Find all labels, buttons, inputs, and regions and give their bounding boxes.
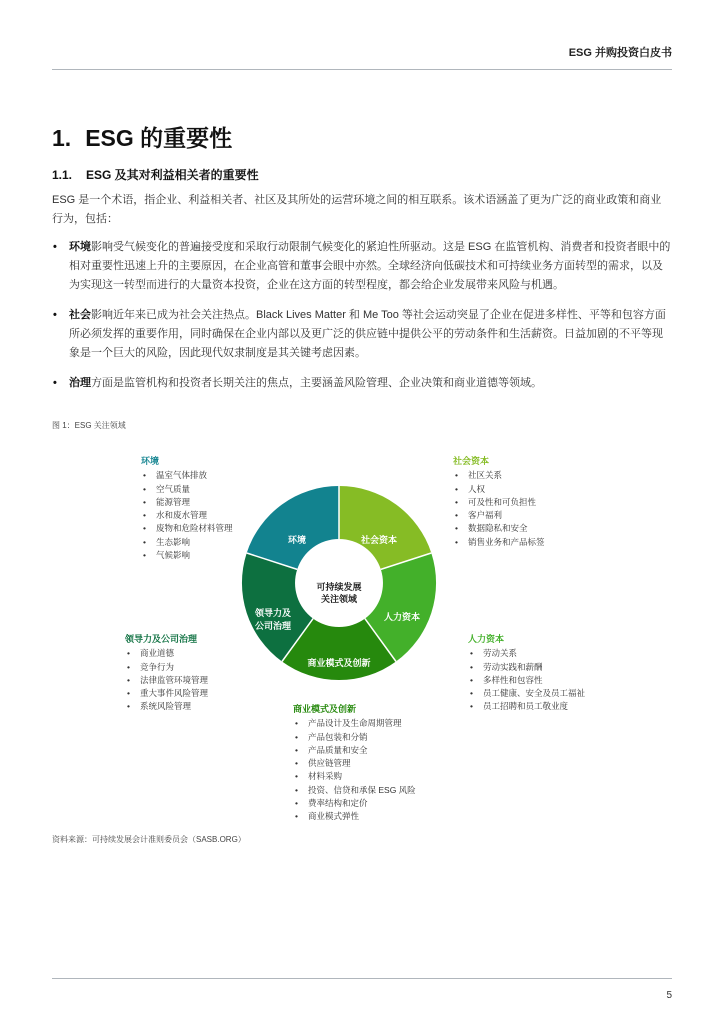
bullet-dot-icon: • — [143, 523, 146, 534]
bullet-dot-icon: • — [295, 731, 298, 742]
subsection-title: ESG 及其对利益相关者的重要性 — [86, 168, 259, 182]
bullet-dot-icon: • — [127, 648, 130, 659]
category-item — [125, 687, 208, 700]
bullet-dot-icon: • — [295, 784, 298, 795]
footer-divider — [52, 978, 672, 979]
category-title: 领导力及公司治理 — [125, 634, 198, 644]
category-item — [453, 522, 545, 535]
category-item — [293, 797, 416, 810]
category-item-text: 法律监管环境管理 — [140, 674, 209, 685]
category-item-text: 产品设计及生命周期管理 — [308, 718, 402, 729]
bullet-bold-term: 环境 — [69, 241, 91, 253]
category-item-text: 费率结构和定价 — [308, 798, 368, 809]
bullet-dot-icon: • — [470, 688, 473, 699]
category-item-text: 产品质量和安全 — [308, 744, 368, 755]
category-item — [293, 757, 416, 770]
bullet-dot-icon: • — [295, 771, 298, 782]
bullet-dot-icon: • — [455, 536, 458, 547]
category-item-text: 系统风险管理 — [140, 701, 192, 712]
header-title: ESG 并购投资白皮书 — [568, 47, 672, 59]
subsection-number: 1.1. — [52, 168, 73, 182]
category-item — [293, 717, 416, 730]
category-item-text: 客户福利 — [468, 510, 503, 521]
category-item — [293, 784, 416, 797]
category-items — [141, 469, 233, 562]
category-item — [125, 661, 208, 674]
category-item-text: 多样性和包容性 — [483, 674, 543, 685]
section-title: ESG 的重要性 — [85, 125, 233, 151]
category-human-capital — [468, 633, 585, 714]
category-item-text: 投资、信贷和承保 ESG 风险 — [308, 784, 416, 795]
category-title: 人力资本 — [468, 634, 505, 644]
category-item — [468, 674, 585, 687]
bullet-dot-icon: • — [143, 536, 146, 547]
bullet-bold-term: 治理 — [69, 377, 91, 389]
intro-paragraph: ESG 是一个术语，指企业、利益相关者、社区及其所处的运营环境之间的相互联系。该术语涵盖了更为广泛的商业政策和商业行为，包括： — [52, 194, 662, 225]
category-item-text: 人权 — [468, 483, 486, 494]
category-item-text: 重大事件风险管理 — [140, 688, 209, 699]
bullet-dot-icon: • — [295, 811, 298, 822]
category-item — [141, 469, 233, 482]
category-item-text: 产品包装和分销 — [308, 731, 368, 742]
category-item — [125, 674, 208, 687]
category-item-text: 社区关系 — [468, 470, 503, 481]
bullet-dot-icon: • — [127, 674, 130, 685]
category-item — [453, 536, 545, 549]
bullet-text: 影响受气候变化的普遍接受度和采取行动限制气候变化的紧迫性所驱动。这是 ESG 在监管机构、消费者和投资者眼中的相对重要性迅速上升的主要原因，在企业高管和董事会眼中亦然。全球经济向低碳技术和可持续业务方面转型的需求，以及为实现这一转型而进行的大量资本投资，企业在这方面的转型程度，都会给企业发展带来风险与机遇。 — [69, 241, 671, 291]
category-item-text: 气候影响 — [156, 550, 191, 561]
category-title: 商业模式及创新 — [293, 704, 357, 714]
category-item — [141, 536, 233, 549]
category-environment — [141, 455, 233, 562]
bullet-dot-icon: • — [127, 688, 130, 699]
category-item — [453, 483, 545, 496]
center-label-line2: 关注领域 — [320, 594, 358, 604]
section-number: 1. — [52, 125, 72, 151]
bullet-dot-icon: • — [455, 510, 458, 521]
category-item — [293, 770, 416, 783]
category-item — [468, 647, 585, 660]
category-item-text: 材料采购 — [308, 771, 343, 782]
bullet-dot-icon: • — [470, 701, 473, 712]
bullet-dot-icon: • — [295, 798, 298, 809]
category-items — [125, 647, 208, 713]
source-note: 资料来源：可持续发展会计准则委员会（SASB.ORG） — [52, 835, 246, 844]
category-item — [141, 483, 233, 496]
category-item — [453, 496, 545, 509]
category-item-text: 温室气体排放 — [156, 470, 208, 481]
category-item-text: 销售业务和产品标签 — [468, 536, 545, 547]
category-item-text: 水和废水管理 — [156, 510, 208, 521]
category-item-text: 劳动实践和薪酬 — [483, 661, 543, 672]
bullet-dot-icon: • — [455, 470, 458, 481]
category-items — [453, 469, 545, 549]
category-item-text: 数据隐私和安全 — [468, 523, 528, 534]
bullet-dot-icon: • — [455, 483, 458, 494]
center-label-line1: 可持续发展 — [316, 582, 362, 592]
category-item — [453, 509, 545, 522]
bullet-dot-icon: • — [295, 718, 298, 729]
category-item — [468, 687, 585, 700]
bullet-dot-icon: • — [127, 661, 130, 672]
bullet-dot-icon: • — [53, 377, 57, 389]
category-item — [125, 700, 208, 713]
segment-label-leadership-line1: 领导力及 — [254, 608, 292, 618]
bullet-dot-icon: • — [295, 744, 298, 755]
category-item-text: 供应链管理 — [308, 758, 351, 769]
bullet-dot-icon: • — [53, 309, 57, 321]
category-item — [141, 496, 233, 509]
category-item — [468, 700, 585, 713]
segment-label-leadership-line2: 公司治理 — [254, 621, 292, 631]
bullet-dot-icon: • — [455, 496, 458, 507]
category-item — [293, 744, 416, 757]
bullet-dot-icon: • — [127, 701, 130, 712]
category-business-model — [293, 703, 416, 824]
page-number: 5 — [666, 990, 672, 1001]
bullet-dot-icon: • — [455, 523, 458, 534]
category-item-text: 员工健康、安全及员工福祉 — [483, 688, 586, 699]
bullet-dot-icon: • — [53, 241, 57, 253]
category-item-text: 竞争行为 — [140, 661, 175, 672]
bullet-text: 影响近年来已成为社会关注热点。Black Lives Matter 和 Me Too 等社会运动突显了企业在促进多样性、平等和包容方面所必须发挥的重要作用，同时确保在企业内部以及更广泛的供应链中提供公平的劳动条件和生活薪资。日益加剧的不平等现象是一个巨大的风险，因此现代奴隶制度是其关键考虑因素。 — [69, 309, 666, 359]
bullet-dot-icon: • — [143, 510, 146, 521]
category-item-text: 能源管理 — [156, 496, 191, 507]
category-item-text: 生态影响 — [156, 536, 191, 547]
category-title: 社会资本 — [453, 456, 490, 466]
category-item-text: 空气质量 — [156, 483, 191, 494]
category-item — [293, 731, 416, 744]
category-item — [141, 549, 233, 562]
category-item — [293, 810, 416, 823]
category-social-capital — [453, 455, 545, 549]
bullet-dot-icon: • — [295, 758, 298, 769]
segment-label-environment: 环境 — [287, 535, 307, 545]
category-item — [141, 522, 233, 535]
category-item-text: 商业模式弹性 — [308, 811, 360, 822]
category-item-text: 劳动关系 — [483, 648, 518, 659]
category-title: 环境 — [141, 456, 160, 466]
segment-label-human-capital: 人力资本 — [383, 612, 421, 622]
bullet-dot-icon: • — [470, 648, 473, 659]
category-item — [141, 509, 233, 522]
category-item — [453, 469, 545, 482]
category-item — [125, 647, 208, 660]
category-items — [468, 647, 585, 713]
bullet-dot-icon: • — [143, 496, 146, 507]
bullet-bold-term: 社会 — [69, 309, 91, 321]
segment-label-business-model: 商业模式及创新 — [307, 658, 371, 668]
bullet-dot-icon: • — [143, 470, 146, 481]
bullet-dot-icon: • — [143, 550, 146, 561]
figure-caption: 图 1：ESG 关注领域 — [52, 421, 126, 430]
category-item-text: 废物和危险材料管理 — [156, 523, 233, 534]
bullet-text: 方面是监管机构和投资者长期关注的焦点，主要涵盖风险管理、企业决策和商业道德等领域。 — [91, 377, 542, 389]
category-item — [468, 661, 585, 674]
bullet-dot-icon: • — [470, 674, 473, 685]
category-leadership — [125, 633, 208, 714]
segment-label-social-capital: 社会资本 — [360, 535, 398, 545]
category-item-text: 商业道德 — [140, 648, 175, 659]
category-item-text: 可及性和可负担性 — [468, 496, 537, 507]
bullet-dot-icon: • — [143, 483, 146, 494]
bullet-dot-icon: • — [470, 661, 473, 672]
category-items — [293, 717, 416, 823]
category-item-text: 员工招聘和员工敬业度 — [483, 701, 569, 712]
